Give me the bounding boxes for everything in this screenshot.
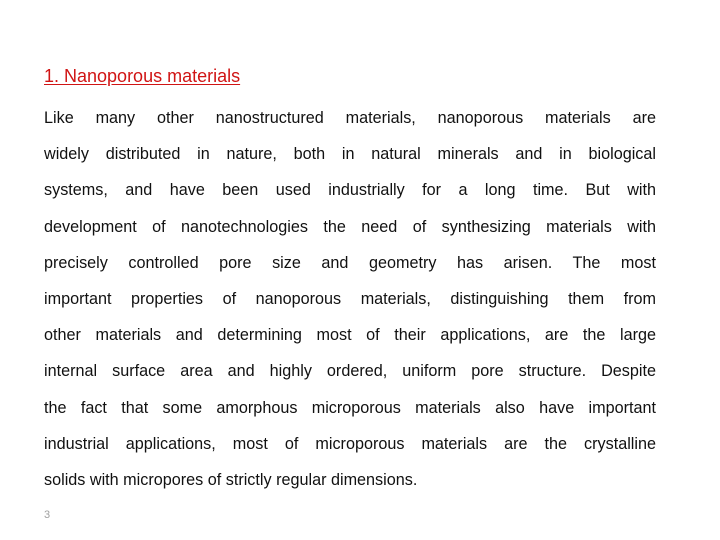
body-line: industrial applications, most of microporous materials are the crystalline xyxy=(44,434,656,453)
body-line: important properties of nanoporous materials, distinguishing them from xyxy=(44,289,656,308)
section-heading: 1. Nanoporous materials xyxy=(44,66,241,86)
body-text xyxy=(44,104,656,502)
body-line: Like many other nanostructured materials, nanoporous materials are xyxy=(44,109,656,127)
body-line: precisely controlled pore size and geometry has arisen. The most xyxy=(44,253,656,272)
body-line: the fact that some amorphous microporous materials also have important xyxy=(44,398,656,417)
body-line: development of nanotechnologies the need of synthesizing materials with xyxy=(44,217,656,236)
body-line: internal surface area and highly ordered, uniform pore structure. Despite xyxy=(44,362,656,381)
body-line: widely distributed in nature, both in natural minerals and in biological xyxy=(44,145,656,164)
body-line: other materials and determining most of their applications, are the large xyxy=(44,326,656,345)
body-line: systems, and have been used industrially for a long time. But with xyxy=(44,181,656,200)
page-number: 3 xyxy=(44,509,51,521)
body-line: solids with micropores of strictly regular dimensions. xyxy=(44,470,418,489)
